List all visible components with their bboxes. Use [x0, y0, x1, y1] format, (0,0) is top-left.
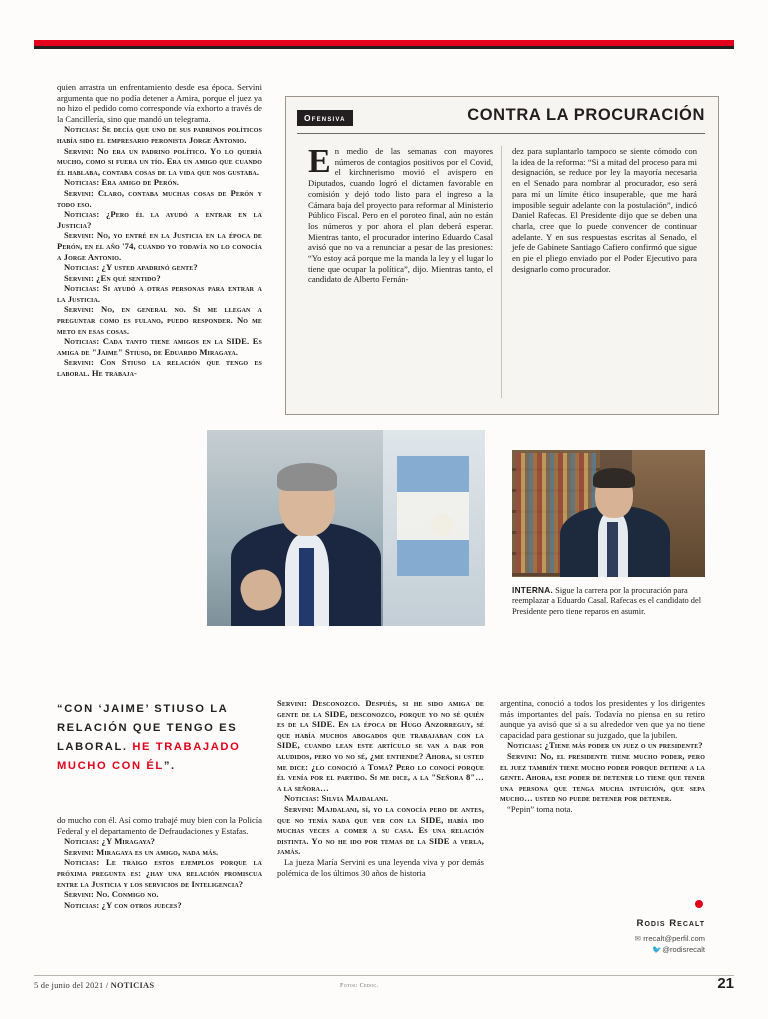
- interview-answer: Servini: Con Stiuso la relación que tengo es laboral. He trabaja-: [57, 357, 262, 379]
- pull-quote-highlight: HE TRABAJADO MUCHO CON ÉL: [57, 741, 241, 772]
- pull-quote: [57, 700, 269, 776]
- caption-text: Sigue la carrera por la procuración para reemplazar a Eduardo Casal. Rafecas es el candidato del Presidente pero tiene reparos en asumir.: [512, 586, 702, 616]
- interview-question: Noticias: ¿Pero él la ayudó a entrar en la Justicia?: [57, 209, 262, 230]
- paragraph: La jueza María Servini es una leyenda viva y por demás polémica de los últimos 30 años de historia: [277, 856, 484, 878]
- footer-magazine-name: NOTICIAS: [110, 980, 155, 990]
- paragraph: [57, 230, 262, 262]
- interview-question: Noticias: ¿Y Miragaya?: [64, 836, 156, 847]
- argentine-flag-icon: [383, 430, 485, 626]
- envelope-icon: ✉: [634, 934, 641, 943]
- interview-question: Noticias: Se decía que uno de sus padrinos políticos había sido el empresario peronista Jorge Antonio.: [57, 124, 262, 145]
- author-email-line[interactable]: [500, 933, 705, 944]
- paragraph: quien arrastra un enfrentamiento desde esa época. Servini argumenta que no podía detener a Amira, porque el juez ya no hizo el pedido como corresponde vía exhorto a través de la Cancillería, sino que mandó un telegrama.: [57, 82, 262, 124]
- pull-quote-part-3: ”.: [163, 760, 176, 772]
- feature-column-1: [308, 143, 493, 285]
- interview-answer: Servini: No. Conmigo no.: [64, 889, 159, 900]
- paragraph: [57, 336, 262, 357]
- photo-rafecas: [512, 450, 705, 577]
- footer-rule: [34, 975, 734, 976]
- end-of-article-dot-icon: [695, 900, 703, 908]
- interview-question: Noticias: Era amigo de Perón.: [64, 177, 180, 188]
- paragraph: [57, 124, 262, 145]
- paragraph: [57, 188, 262, 209]
- author-twitter: @rodisrecalt: [662, 945, 705, 954]
- feature-column-divider: [501, 146, 502, 398]
- interview-answer: Servini: Miragaya es un amigo, nada más.: [64, 846, 219, 857]
- photo-subject-tie: [607, 522, 618, 577]
- article-column-left-bottom: [57, 815, 262, 910]
- paragraph: [277, 698, 484, 793]
- drop-cap: E: [308, 143, 331, 180]
- author-twitter-line[interactable]: [500, 944, 705, 955]
- paragraph: [57, 262, 262, 273]
- twitter-icon: 🐦: [652, 945, 662, 954]
- page-number: 21: [717, 975, 734, 992]
- pull-quote-part-1: “CON ‘JAIME’ STIUSO LA RELACIÓN QUE TENGO ES LABORAL.: [57, 703, 238, 753]
- photo-subject-tie: [299, 548, 314, 626]
- photo-subject-hair: [593, 468, 635, 488]
- paragraph: [277, 804, 484, 857]
- interview-answer: Servini: No, yo entré en la Justicia en la época de Perón, en el año '74, cuando yo todavía no lo conocía a Jorge Antonio.: [57, 230, 262, 262]
- author-contact: [500, 933, 705, 955]
- interview-question: Noticias: ¿Y con otros jueces?: [64, 899, 182, 910]
- paragraph: [277, 793, 484, 804]
- paragraph: [57, 889, 262, 900]
- sun-icon: [431, 514, 453, 536]
- interview-answer: Servini: Majdalani, sí, yo la conocía pero de antes, que no tenía nada que ver con la SIDE, había ido muchas veces a comer a su casa. Es una relación distinta. Yo no he ido por temas de la SIDE a verla, jamás.: [277, 803, 484, 857]
- top-dark-rule: [34, 46, 734, 49]
- photo-caption: [512, 586, 708, 617]
- article-column-right-bottom: [500, 698, 705, 815]
- feature-body-1: n medio de las semanas con mayores números de contagios positivos por el Covid, el kirchnerismo movió el avispero en Diputados, cuando logró el dictamen favorable en comisión y dejó todo listo para el ingreso a la Cámara baja del proyecto para reformar al Ministerio Público Fiscal. Pero en el poroteo final, aún no están los números y por ahora el plan deberá esperar. Mientras tanto, el procurador interino Eduardo Casal avisó que no va a renunciar a pesar de las presiones: “Yo estoy acá porque me la manda la ley y el lugar lo tiene que ocupar la política”, dijo. Mientras tanto, el candidato de Alberto Fernán-: [308, 146, 493, 285]
- interview-question: Noticias: Silvia Majdalani.: [284, 793, 389, 804]
- byline: [500, 918, 705, 955]
- photo-servini: [207, 430, 485, 626]
- author-name: Rodis Recalt: [636, 918, 705, 929]
- interview-question: Noticias: ¿Tiene más poder un juez o un presidente?: [507, 740, 703, 751]
- paragraph: argentina, conoció a todos los presidentes y los dirigentes más importantes del país. Todavía no piensa en su retiro aunque ya avisó que si a su alrededor ven que ya no tiene capacidad para gestionar su juzgado, que la jubilen.: [500, 698, 705, 740]
- paragraph: [57, 304, 262, 336]
- author-email: rrecalt@perfil.com: [643, 934, 705, 943]
- interview-answer: Servini: No, en general no. Si me llegan a preguntar como es fulano, puedo responder. No me meto en esas cosas.: [57, 304, 262, 336]
- feature-rule: [297, 133, 705, 134]
- interview-answer: Servini: Claro, contaba muchas cosas de Perón y todo eso.: [57, 187, 262, 209]
- paragraph: [57, 283, 262, 304]
- paragraph: [57, 857, 262, 889]
- feature-body-2: dez para suplantarlo tampoco se siente cómodo con la idea de la reforma: “Si a mitad del proceso para mi designación, se reduce por ley la mayoría necesaria en el Senado para nombrar al procurador, eso será para mí un límite ético insuperable, que me hará imposible seguir adelante con la postulación”, indicó Daniel Rafecas. El Presidente dijo que se deben una charla, cree que lo puede convencer de continuar adelante. Y en sus respuestas escritas al Senado, el jefe de Gabinete Santiago Cafiero confirmó que sigue en pie el pliego enviado por el Poder Ejecutivo para designarlo como procurador.: [512, 146, 697, 274]
- interview-question: Noticias: ¿Y usted apadrinó gente?: [64, 262, 198, 273]
- interview-answer: Servini: Desconozco. Después, si he sido amiga de gente de la SIDE, desconozco, porque yo no sé quién es de la SIDE. En la época de Hugo Anzorreguy, sé que había muchos abogados que trabajaban con la SIDE, cuando lean este artículo se van a dar por aludidos, pero yo no sé, ¿me entiende? Ahora, si usted me dice: ¿lo conoció a Toma? Pero lo conocí porque él venía por el partido. Si me dice, a la "Señora 8"… a la señora…: [277, 698, 484, 793]
- article-column-left-top: [57, 82, 262, 379]
- paragraph: [57, 273, 262, 284]
- interview-answer: Servini: ¿En qué sentido?: [64, 272, 161, 283]
- caption-lead: INTERNA.: [512, 586, 554, 595]
- interview-answer: Servini: No era un padrino político. Yo lo quería mucho, como si fuera un tío. Era un amigo que cuando él hablaba, contaba cosas de la vida que nos gustaba.: [57, 145, 262, 177]
- interview-question: Noticias: Cada tanto tiene amigos en la SIDE. Es amiga de "Jaime" Stiuso, de Eduardo Miragaya.: [57, 336, 262, 357]
- paragraph: [57, 146, 262, 178]
- paragraph: [500, 751, 705, 804]
- photo-credit: Fotos: Cedoc.: [340, 983, 379, 989]
- paragraph: [57, 177, 262, 188]
- paragraph: [500, 740, 705, 751]
- paragraph: [57, 836, 262, 847]
- feature-column-2: [512, 146, 697, 274]
- footer-date-text: 5 de junio del 2021 /: [34, 980, 109, 990]
- interview-question: Noticias: Le traigo estos ejemplos porque la próxima pregunta es: ¿hay una relación promiscua entre la Justicia y los servicios de Inteligencia?: [57, 857, 262, 889]
- paragraph: [57, 900, 262, 911]
- article-column-middle-bottom: [277, 698, 484, 878]
- paragraph: “Pepin” toma nota.: [507, 803, 573, 814]
- paragraph: [57, 847, 262, 858]
- photo-subject-hair: [277, 463, 337, 491]
- paragraph: do mucho con él. Así como trabajé muy bien con la Policía Federal y el departamento de Defraudaciones y Estafas.: [57, 815, 262, 836]
- footer-issue-date: [34, 980, 154, 990]
- interview-question: Noticias: Si ayudó a otras personas para entrar a la Justicia.: [57, 283, 262, 304]
- paragraph: [57, 357, 262, 378]
- feature-kicker: Ofensiva: [297, 110, 353, 126]
- interview-answer: Servini: No, el presidente tiene mucho poder, pero el juez también tiene mucho poder porque detiene a la gente. Ahora, ese poder de detener lo tiene que tener una persona que tenga mucha intuición, que sepa mucho… usted no puede detener por detener.: [500, 750, 705, 804]
- paragraph: [57, 209, 262, 230]
- feature-title: CONTRA LA PROCURACIÓN: [467, 106, 705, 124]
